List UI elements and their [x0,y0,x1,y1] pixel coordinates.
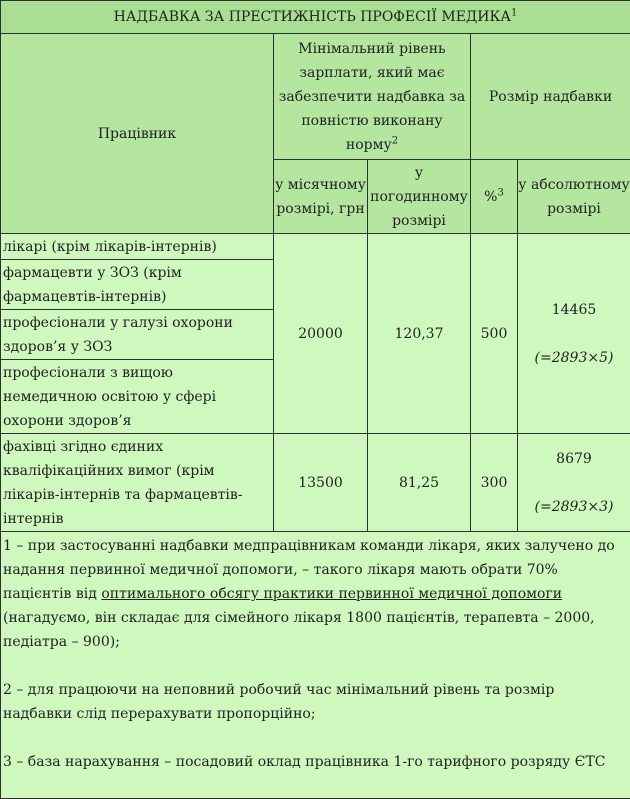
percent-cell: 300 [471,434,518,532]
hourly-cell: 120,37 [368,234,471,434]
monthly-cell: 13500 [274,434,368,532]
worker-cell: професіонали з вищою немедичною освітою у сфері охорони здоров’я [1,360,274,434]
absolute-cell [518,234,630,434]
percent-cell: 500 [471,234,518,434]
header-percent: %$^3$ [471,160,518,234]
worker-cell: професіонали у галузі охорони здоров’я у ЗОЗ [1,310,274,360]
absolute-formula: (=2893×5) [518,346,630,370]
worker-cell: фармацевти у ЗОЗ (крім фармацевтів-інтернів) [1,260,274,310]
absolute-formula: (=2893×3) [518,495,630,519]
header-absolute: у абсолютному розмірі [518,160,630,234]
practice-volume-link[interactable]: оптимального обсягу практики первинної медичної допомоги [101,586,562,602]
header-allowance-size: Розмір надбавки [471,34,630,160]
table-title: НАДБАВКА ЗА ПРЕСТИЖНІСТЬ ПРОФЕСІЇ МЕДИКА$^1$ [1,1,630,34]
footnotes [1,532,630,799]
worker-cell: фахівці згідно єдиних кваліфікаційних вимог (крім лікарів-інтернів та фармацевтів-інтернів [1,434,274,532]
footnote-1: 1 – при застосуванні надбавки медпрацівникам команди лікаря, яких залучено до надання первинної медичної допомоги, – такого лікаря мають обрати 70% пацієнтів від оптимального обсягу практики первинної медичної допомоги (нагадуємо, він складає для сімейного лікаря 1800 пацієнтів, терапевта – 2000, педіатра – 900); [3,534,627,654]
monthly-cell: 20000 [274,234,368,434]
footnote-2: 2 – для працюючи на неповний робочий час мінімальний рівень та розмір надбавки слід перерахувати пропорційно; [3,678,627,726]
header-monthly: у місячному розмірі, грн [274,160,368,234]
hourly-cell: 81,25 [368,434,471,532]
footnote-3: 3 – база нарахування – посадовий оклад працівника 1-го тарифного розряду ЄТС [3,750,627,774]
absolute-value: 8679 [518,447,630,471]
header-min-level: Мінімальний рівень зарплати, який має забезпечити надбавка за повністю виконану норму$^2$ [274,34,471,160]
worker-cell: лікарі (крім лікарів-інтернів) [1,234,274,260]
header-worker: Працівник [1,34,274,234]
header-hourly: у погодинному розмірі [368,160,471,234]
absolute-value: 14465 [518,298,630,322]
absolute-cell [518,434,630,532]
